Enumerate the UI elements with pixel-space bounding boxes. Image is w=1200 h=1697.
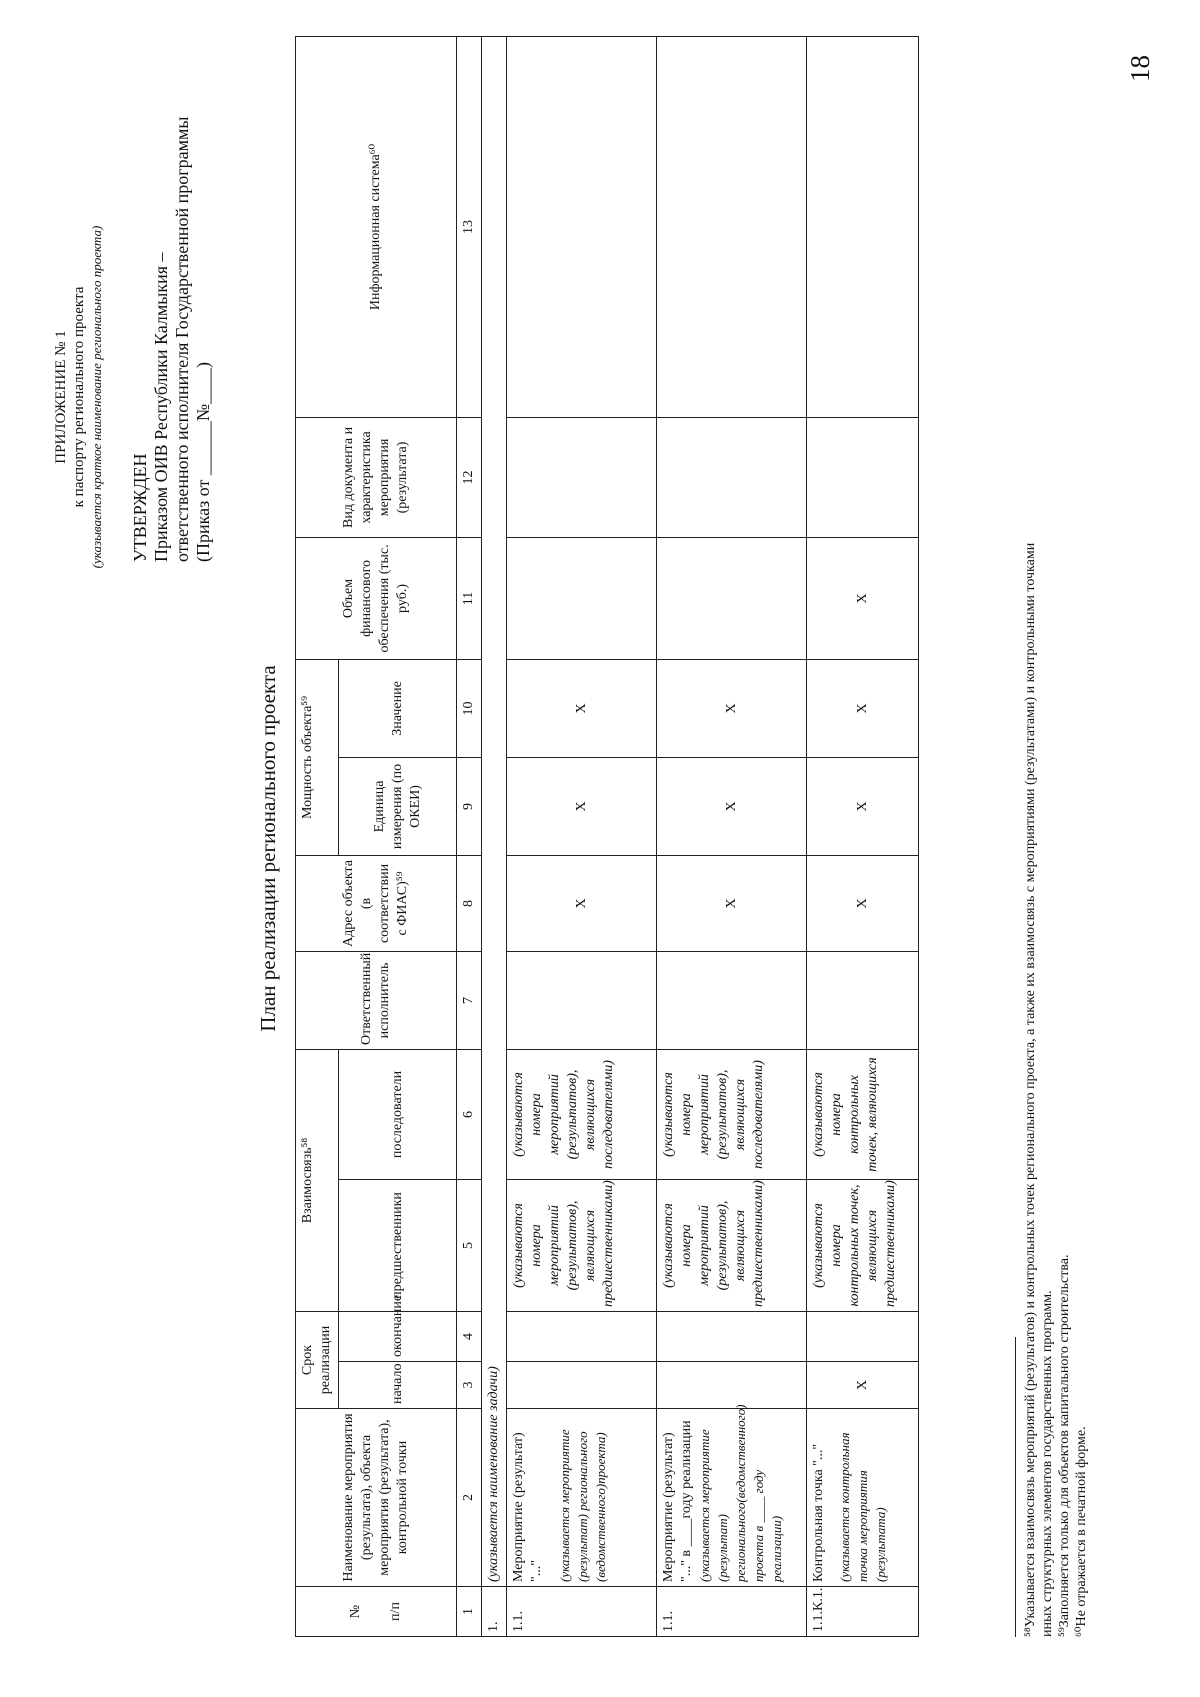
header-address: Адрес объекта (в соответствии с ФИАС)⁵⁹: [296, 855, 457, 951]
column-number: 9: [457, 757, 482, 855]
row-name-cell: [507, 1409, 657, 1587]
header-num-sign: №: [348, 1604, 363, 1619]
header-value: Значение: [339, 659, 457, 757]
footnote-59: ⁵⁹Заполняется только для объектов капитального строительства.: [1057, 1254, 1072, 1637]
task-number: 1.: [482, 1587, 507, 1637]
row-unit: X: [657, 757, 807, 855]
appendix-title: ПРИЛОЖЕНИЕ № 1: [53, 330, 69, 464]
row-predecessors: (указываются номера мероприятий (результатов), являющихся предшественниками): [657, 1180, 807, 1312]
row-name-note: (указывается мероприятие (результат) регионального (ведомственного)проекта): [557, 1429, 608, 1582]
column-number: 6: [457, 1049, 482, 1179]
row-name: Контрольная точка "...": [811, 1443, 826, 1582]
task-name: (указывается наименование задачи): [482, 36, 507, 1586]
header-unit: Единица измерения (по ОКЕИ): [339, 757, 457, 855]
header-num-pp: п/п: [388, 1602, 403, 1621]
header-num: [296, 1587, 457, 1637]
column-number: 13: [457, 36, 482, 417]
row-successors: (указываются номера контрольных точек, являющихся: [807, 1049, 919, 1179]
row-info-system: [657, 36, 807, 417]
row-document: [507, 417, 657, 537]
header-responsible: Ответственный исполнитель: [296, 951, 457, 1049]
row-number: 1.1.К.1.: [807, 1587, 919, 1637]
column-number: 7: [457, 951, 482, 1049]
row-responsible: [807, 951, 919, 1049]
row-name: Мероприятие (результат) "..." в ____году реализации: [661, 1420, 694, 1582]
row-responsible: [507, 951, 657, 1049]
row-start: [657, 1362, 807, 1409]
row-name: Мероприятие (результат) "...": [511, 1432, 544, 1582]
row-finance: [507, 537, 657, 659]
task-row: [482, 36, 507, 1636]
row-number: 1.1.: [657, 1587, 807, 1637]
row-name-note: (указывается мероприятие (результат) регионального(ведомственного) проекта в ____ году реализации): [697, 1404, 784, 1582]
column-number: 8: [457, 855, 482, 951]
header-info-system: Информационная система⁶⁰: [296, 36, 457, 417]
approval-line-2: Приказом ОИВ Республики Калмыкия –: [151, 252, 171, 562]
appendix-note: (указывается краткое наименование регионального проекта): [89, 225, 104, 569]
row-address: X: [507, 855, 657, 951]
header-name: Наименование мероприятия (результата), объекта мероприятия (результата), контрольной точки: [296, 1409, 457, 1587]
column-number-row: [457, 36, 482, 1636]
row-document: [657, 417, 807, 537]
approval-line-4: (Приказ от ______№____): [193, 362, 213, 562]
table-row: [657, 36, 807, 1636]
row-name-cell: [807, 1409, 919, 1587]
footnote-58: ⁵⁸Указывается взаимосвязь мероприятий (результатов) и контрольных точек регионального проекта, а также их взаимосвязь с мероприятиями (результатами) и контрольными точками иных структурных элементов государственных программ.: [1023, 542, 1055, 1637]
column-number: 12: [457, 417, 482, 537]
header-link: Взаимосвязь⁵⁸: [296, 1049, 339, 1311]
column-number: 11: [457, 537, 482, 659]
row-predecessors: (указываются номера мероприятий (результатов), являющихся предшественниками): [507, 1180, 657, 1312]
appendix-subtitle: к паспорту регионального проекта: [71, 286, 87, 508]
row-info-system: [507, 36, 657, 417]
row-finance: [657, 537, 807, 659]
row-finance: X: [807, 537, 919, 659]
approval-block: [130, 42, 214, 562]
column-number: 5: [457, 1180, 482, 1312]
row-value: X: [657, 659, 807, 757]
header-power: Мощность объекта⁵⁹: [296, 659, 339, 855]
row-name-cell: [657, 1404, 807, 1587]
footnotes: [1015, 537, 1090, 1637]
row-info-system: [807, 36, 919, 417]
column-number: 10: [457, 659, 482, 757]
row-name-note: (указывается контрольная точка мероприятия (результата): [837, 1432, 888, 1582]
implementation-plan-table: [295, 36, 919, 1637]
row-predecessors: (указываются номера контрольных точек, являющихся предшественниками): [807, 1180, 919, 1312]
document-title: План реализации регионального проекта: [256, 665, 280, 1032]
header-end: окончание: [339, 1312, 457, 1362]
row-address: X: [657, 855, 807, 951]
header-document: Вид документа и характеристика мероприятия (результата): [296, 417, 457, 537]
row-start: [507, 1362, 657, 1409]
appendix-block: [52, 117, 106, 677]
row-unit: X: [507, 757, 657, 855]
row-value: X: [807, 659, 919, 757]
footnote-60: ⁶⁰Не отражается в печатной форме.: [1074, 1426, 1089, 1637]
row-successors: (указываются номера мероприятий (результатов), являющихся последователями): [507, 1049, 657, 1179]
column-number: 3: [457, 1362, 482, 1409]
table-row: [807, 36, 919, 1636]
header-predecessors: предшественники: [339, 1180, 457, 1312]
header-finance: Объем финансового обеспечения (тыс. руб.): [296, 537, 457, 659]
header-row-1: [296, 36, 339, 1636]
row-start: X: [807, 1362, 919, 1409]
row-end: [807, 1312, 919, 1362]
column-number: 4: [457, 1312, 482, 1362]
header-successors: последователи: [339, 1049, 457, 1179]
footnote-divider: [1015, 1337, 1016, 1637]
header-start: начало: [339, 1362, 457, 1409]
column-number: 1: [457, 1587, 482, 1637]
row-end: [657, 1312, 807, 1362]
row-value: X: [507, 659, 657, 757]
row-number: 1.1.: [507, 1587, 657, 1637]
row-unit: X: [807, 757, 919, 855]
row-responsible: [657, 951, 807, 1049]
approval-line-1: УТВЕРЖДЕН: [130, 453, 150, 562]
row-successors: (указываются номера мероприятий (результатов), являющихся последователями): [657, 1049, 807, 1179]
row-address: X: [807, 855, 919, 951]
header-term: Срок реализации: [296, 1312, 339, 1409]
column-number: 2: [457, 1409, 482, 1587]
row-document: [807, 417, 919, 537]
approval-line-3: ответственного исполнителя Государственной программы: [172, 116, 192, 562]
row-end: [507, 1312, 657, 1362]
page-number: 18: [1125, 55, 1155, 82]
table-row: [507, 36, 657, 1636]
